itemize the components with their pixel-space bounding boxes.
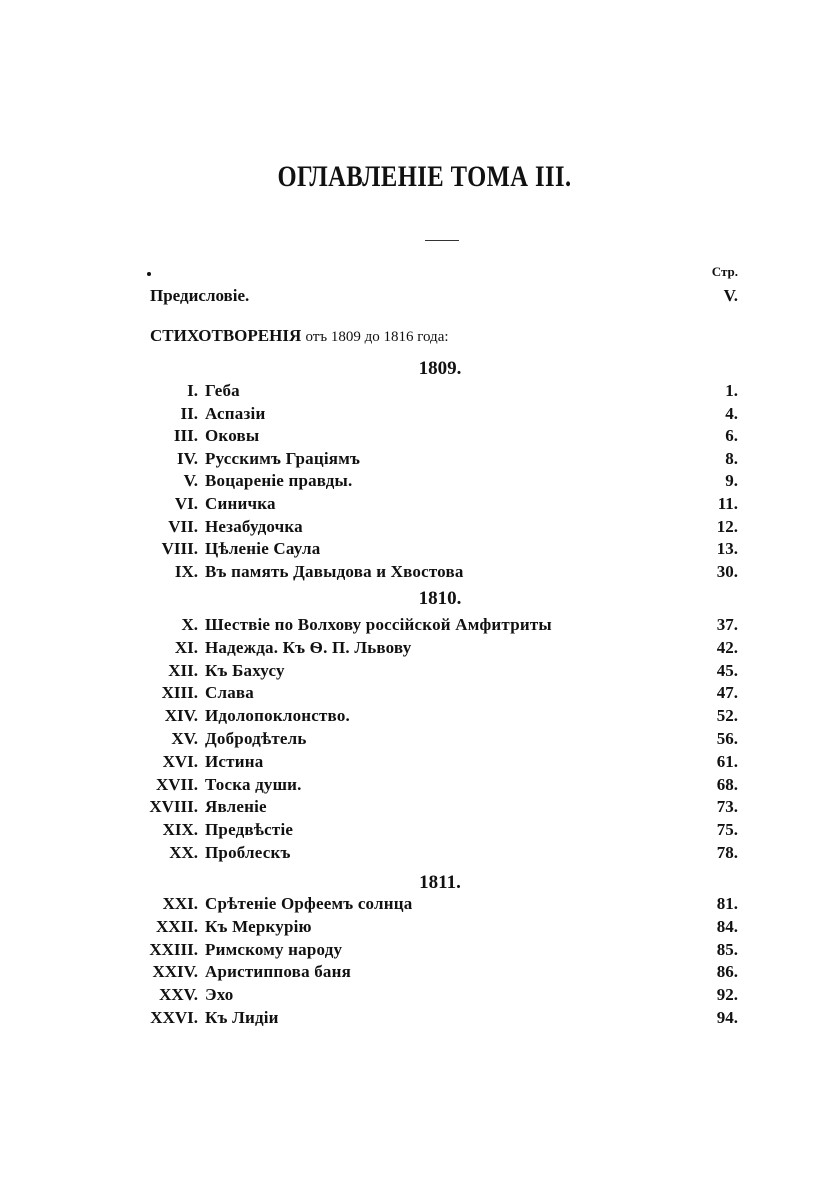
entry-number: V.	[183, 471, 198, 491]
entry-page: 45.	[716, 660, 738, 680]
entry-title: Къ Меркурію	[205, 916, 312, 936]
toc-entry	[145, 916, 738, 938]
toc-entry	[145, 660, 738, 682]
entry-page: 6.	[725, 426, 738, 446]
entry-title: Римскому народу	[205, 939, 343, 959]
toc-entry	[145, 819, 738, 841]
toc-entry	[145, 425, 738, 447]
toc-entry	[145, 538, 738, 560]
entry-title: Идолопоклонство.	[205, 706, 350, 726]
entry-number: XIII.	[161, 683, 198, 703]
toc-entry	[145, 380, 738, 402]
entry-page: 4.	[725, 403, 738, 423]
entry-page: 78.	[716, 843, 738, 862]
toc-entry	[145, 842, 738, 864]
entry-number: XXIV.	[152, 962, 198, 982]
page-column-label: Стр.	[711, 264, 738, 279]
entry-number: XXI.	[162, 894, 198, 913]
entry-page: 86.	[716, 962, 738, 982]
entry-page: 47.	[716, 683, 738, 703]
toc-entry	[145, 470, 738, 492]
entry-page: 73.	[716, 797, 738, 817]
entry-number: XVI.	[162, 751, 198, 771]
entry-number: XIX.	[162, 820, 198, 840]
entry-page: 94.	[716, 1008, 738, 1027]
entry-title: Воцареніе правды.	[205, 471, 353, 491]
entry-title: Добродѣтель	[205, 729, 307, 748]
toc-entry	[145, 614, 738, 636]
entry-number: XVII.	[155, 774, 198, 794]
entry-number: XXIII.	[149, 939, 198, 959]
entry-title: Проблескъ	[205, 843, 291, 862]
entry-number: X.	[181, 615, 198, 634]
entry-page: 85.	[716, 939, 738, 959]
toc-entry	[145, 984, 738, 1006]
entry-title: Цѣленіе Саула	[205, 539, 321, 559]
entry-page: 42.	[716, 637, 738, 657]
entry-number: IV.	[177, 448, 198, 468]
toc-entry	[145, 774, 738, 796]
toc-entry	[145, 448, 738, 470]
entry-page: 61.	[716, 751, 738, 771]
entry-number: IX.	[174, 561, 198, 581]
entry-title: Истина	[205, 751, 264, 771]
section-heading-range: отъ 1809 до 1816 года:	[305, 329, 449, 345]
entry-title: Срѣтеніе Орфеемъ солнца	[205, 894, 413, 913]
entry-title: Синичка	[205, 494, 276, 513]
entry-page: 81.	[716, 894, 738, 913]
entry-title: Аспазіи	[205, 403, 266, 423]
entry-page: 75.	[716, 820, 738, 840]
preface-label: Предисловіе.	[150, 286, 250, 305]
entry-page: 30.	[716, 561, 738, 581]
entry-number: III.	[173, 426, 198, 446]
entry-number: XV.	[171, 729, 198, 748]
entry-number: XXVI.	[150, 1008, 198, 1027]
entry-title: Незабудочка	[205, 516, 303, 536]
entry-number: XXII.	[155, 916, 198, 936]
year-heading-1810: 1810.	[418, 588, 462, 609]
entry-page: 13.	[716, 539, 738, 559]
entry-number: XII.	[168, 660, 198, 680]
toc-entry	[145, 728, 738, 750]
entry-page: 92.	[716, 985, 738, 1005]
toc-entry	[145, 893, 738, 915]
ink-dot	[147, 272, 151, 276]
entry-page: 11.	[717, 494, 738, 513]
toc-entry	[145, 939, 738, 961]
year-heading-1809: 1809.	[418, 358, 462, 379]
entry-title: Аристиппова баня	[205, 962, 352, 982]
toc-entry	[145, 516, 738, 538]
entry-title: Надежда. Къ Ѳ. П. Львову	[205, 637, 412, 657]
toc-entry	[145, 682, 738, 704]
toc-entry	[145, 796, 738, 818]
entry-page: 8.	[725, 448, 738, 468]
entry-number: XIV.	[164, 706, 198, 726]
entry-number: XX.	[169, 843, 198, 862]
entry-page: 68.	[716, 774, 738, 794]
entry-title: Эхо	[205, 985, 234, 1005]
entry-page: 12.	[716, 516, 738, 536]
preface-page: V.	[723, 286, 738, 305]
toc-entry	[145, 751, 738, 773]
toc-entry	[145, 493, 738, 515]
toc-entry	[145, 637, 738, 659]
toc-entry	[145, 561, 738, 583]
entry-number: XXV.	[159, 985, 198, 1005]
entry-title: Предвѣстіе	[205, 820, 294, 840]
entry-title: Шествіе по Волхову россійской Амфитриты	[205, 615, 552, 634]
entry-page: 37.	[716, 615, 738, 634]
entry-title: Слава	[205, 683, 254, 703]
year-heading-1811: 1811.	[419, 872, 461, 893]
entry-title: Русскимъ Граціямъ	[205, 448, 361, 468]
entry-number: VI.	[174, 494, 198, 513]
toc-entry	[145, 961, 738, 983]
entry-title: Къ Лидіи	[205, 1008, 279, 1027]
entry-title: Явленіе	[205, 797, 267, 817]
entry-number: XI.	[174, 637, 198, 657]
entry-title: Къ Бахусу	[205, 660, 285, 680]
entry-number: I.	[187, 381, 198, 400]
entry-title: Оковы	[205, 426, 260, 446]
entry-title: Геба	[205, 381, 240, 400]
page-title: ОГЛАВЛЕНІЕ ТОМА III.	[277, 160, 572, 193]
title-divider	[425, 240, 459, 241]
entry-number: VII.	[168, 516, 198, 536]
section-heading	[150, 326, 449, 346]
entry-title: Въ память Давыдова и Хвостова	[205, 561, 464, 581]
section-heading-title: СТИХОТВОРЕНІЯ	[150, 326, 302, 345]
entry-number: VIII.	[161, 539, 198, 559]
preface-row	[150, 286, 738, 306]
toc-entry	[145, 1007, 738, 1029]
entry-title: Тоска души.	[205, 774, 302, 794]
entry-page: 56.	[716, 729, 738, 748]
entry-number: II.	[180, 403, 198, 423]
toc-entry	[145, 403, 738, 425]
entry-number: XVIII.	[149, 797, 198, 817]
toc-entry	[145, 705, 738, 727]
entry-page: 84.	[716, 916, 738, 936]
entry-page: 52.	[716, 706, 738, 726]
entry-page: 1.	[725, 381, 738, 400]
entry-page: 9.	[725, 471, 738, 491]
